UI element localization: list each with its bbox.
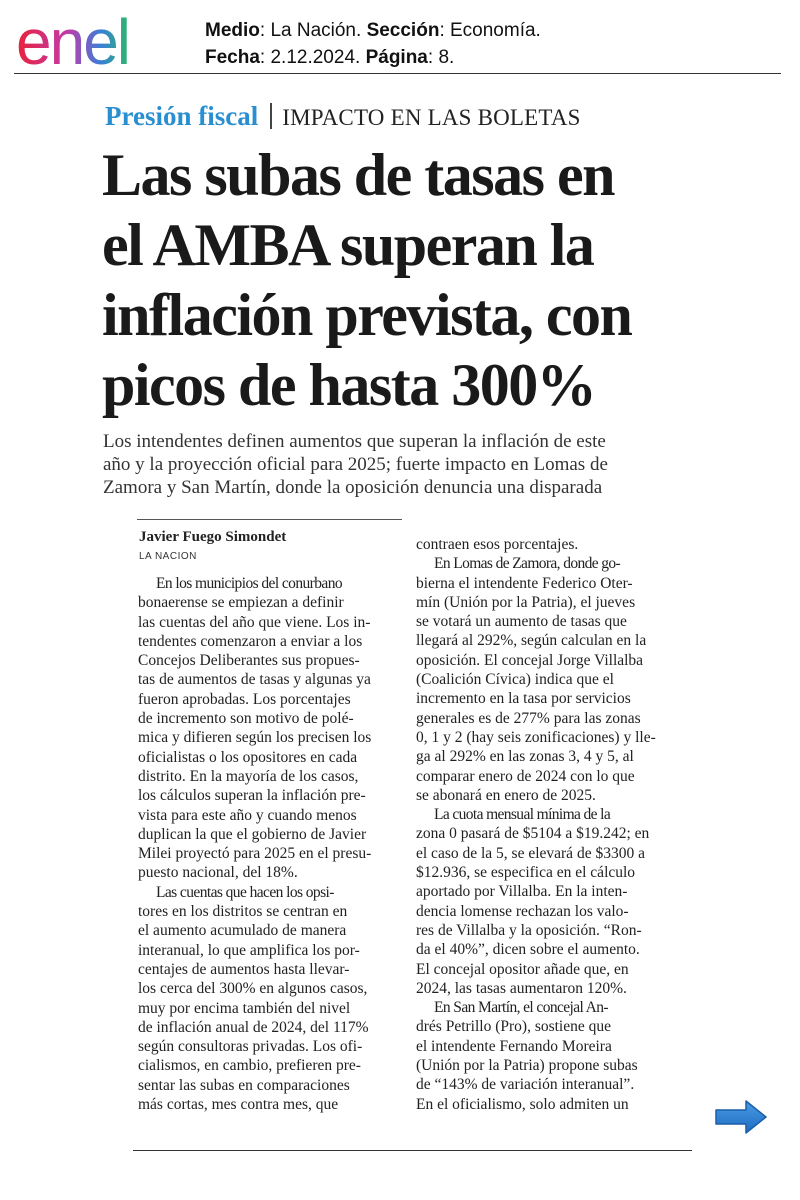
enel-logo — [14, 8, 174, 70]
column-2-line: $12.936, se especifica en el cálculo — [416, 864, 636, 882]
fecha-label: Fecha — [205, 47, 260, 68]
article-kicker — [105, 101, 581, 132]
article-author: Javier Fuego Simondet — [139, 529, 287, 545]
headline-line: el AMBA superan la — [102, 212, 594, 278]
lead-line: Zamora y San Martín, donde la oposición denuncia una disparada — [103, 477, 603, 498]
column-2-line: En Lomas de Zamora, donde go- — [434, 555, 621, 573]
seccion-value: : Economía. — [439, 20, 541, 41]
column-2-line: El concejal opositor añade que, en — [416, 960, 629, 978]
column-2-line: 0, 1 y 2 (hay seis zonificaciones) y lle- — [416, 728, 656, 746]
column-1-line: oficialistas o los opositores en cada — [138, 748, 358, 766]
column-2-line: el intendente Fernando Moreira — [416, 1037, 612, 1055]
column-1-line: tendentes comenzaron a enviar a los — [138, 632, 363, 650]
column-2-line: llegará al 292%, según calculan en la — [416, 632, 647, 650]
column-2-line: incremento en la tasa por servicios — [416, 690, 631, 708]
article-column-1 — [138, 574, 403, 1114]
column-2-line: (Unión por la Patria) propone subas — [416, 1057, 638, 1075]
column-1-line: En los municipios del conurbano — [156, 575, 343, 592]
article-column-2 — [416, 535, 684, 1114]
headline-line: picos de hasta 300% — [102, 352, 596, 418]
column-2-line: se abonará en enero de 2025. — [416, 786, 596, 804]
kicker-separator — [270, 103, 272, 129]
column-2-line: comparar enero de 2024 con lo que — [416, 767, 635, 785]
column-1-line: fueron aprobadas. Los porcentajes — [138, 690, 351, 708]
medio-label: Medio — [205, 20, 260, 41]
pagina-label: Página — [365, 47, 428, 68]
column-1-line: mica y difieren según los precisen los — [138, 729, 372, 747]
article-headline — [102, 140, 742, 420]
column-1-line: vista para este año y cuando menos — [138, 806, 357, 824]
column-1-line: duplican la que el gobierno de Javier — [138, 825, 367, 843]
column-2-line: se votará un aumento de tasas que — [416, 613, 627, 631]
pagina-value: : 8. — [427, 47, 455, 68]
column-2-line: aportado por Villalba. En la inten- — [416, 883, 628, 901]
column-2-line: bierna el intendente Federico Oter- — [416, 574, 633, 592]
column-2-line: oposición. El concejal Jorge Villalba — [416, 651, 644, 669]
column-2-line: dencia lomense rechazan los valo- — [416, 902, 629, 920]
column-2-line: mín (Unión por la Patria), el jueves — [416, 593, 636, 611]
column-1-line: Concejos Deliberantes sus propues- — [138, 652, 360, 670]
column-2-line: drés Petrillo (Pro), sostiene que — [416, 1018, 612, 1036]
footer-divider — [133, 1150, 692, 1151]
column-1-line: de inflación anual de 2024, del 117% — [138, 1018, 369, 1036]
column-1-line: puesto nacional, del 18%. — [138, 864, 298, 882]
column-1-line: Milei proyectó para 2025 en el presu- — [138, 845, 372, 863]
column-2-line: el caso de la 5, se elevará de $3300 a — [416, 844, 645, 862]
column-1-line: cialismos, en cambio, prefieren pre- — [138, 1057, 361, 1075]
column-2-line: da el 40%”, dicen sobre el aumento. — [416, 941, 640, 959]
column-1-line: tas de aumentos de tasas y algunas ya — [138, 671, 371, 689]
column-1-line: según consultoras privadas. Los ofi- — [138, 1038, 363, 1056]
column-1-line: distrito. En la mayoría de los casos, — [138, 767, 359, 785]
column-1-line: los cálculos superan la inflación pre- — [138, 787, 366, 805]
column-2-line: zona 0 pasará de $5104 a $19.242; en — [416, 825, 650, 843]
column-1-line: centajes de aumentos hasta llevar- — [138, 960, 350, 978]
kicker-main: Presión fiscal — [105, 101, 259, 131]
headline-line: inflación prevista, con — [102, 282, 632, 348]
column-2-line: La cuota mensual mínima de la — [434, 806, 611, 824]
fecha-value: : 2.12.2024. — [259, 47, 366, 68]
article-lead — [103, 430, 703, 499]
column-1-line: más cortas, mes contra mes, que — [138, 1096, 339, 1114]
column-2-line: En San Martín, el concejal An- — [434, 999, 608, 1017]
kicker-sub: IMPACTO EN LAS BOLETAS — [282, 105, 581, 130]
document-meta — [205, 17, 541, 71]
column-1-line: de incremento son motivo de polé- — [138, 710, 354, 728]
column-1-line: muy por encima también del nivel — [138, 999, 351, 1017]
svg-text:enel: enel — [16, 8, 129, 70]
column-1-line: bonaerense se empiezan a definir — [138, 594, 344, 612]
article-outlet: LA NACION — [139, 551, 197, 562]
lead-line: Los intendentes definen aumentos que superan la inflación de este — [103, 431, 606, 452]
column-2-line: contraen esos porcentajes. — [416, 536, 579, 553]
column-2-line: generales es de 277% para las zonas — [416, 709, 641, 727]
column-2-line: ga al 292% en las zonas 3, 4 y 5, al — [416, 748, 634, 766]
column-2-line: de “143% de variación interanual”. — [416, 1076, 635, 1094]
column-2-line: (Coalición Cívica) indica que el — [416, 671, 614, 689]
column-1-line: tores en los distritos se centran en — [138, 903, 348, 921]
byline-divider — [137, 519, 402, 520]
seccion-label: Sección — [366, 20, 440, 41]
medio-value: : La Nación. — [259, 20, 367, 41]
headline-line: Las subas de tasas en — [102, 142, 614, 208]
arrow-right-icon[interactable] — [714, 1099, 768, 1135]
column-1-line: las cuentas del año que viene. Los in- — [138, 613, 371, 631]
lead-line: año y la proyección oficial para 2025; fuerte impacto en Lomas de — [103, 454, 608, 475]
column-1-line: interanual, lo que amplifica los por- — [138, 941, 360, 959]
header-divider — [14, 73, 781, 74]
column-2-line: res de Villalba y la oposición. “Ron- — [416, 921, 642, 939]
column-1-line: el aumento acumulado de manera — [138, 922, 347, 940]
column-1-line: sentar las subas en comparaciones — [138, 1076, 350, 1094]
column-1-line: los cerca del 300% en algunos casos, — [138, 980, 368, 998]
column-2-line: 2024, las tasas aumentaron 120%. — [416, 979, 627, 997]
column-2-line: En el oficialismo, solo admiten un — [416, 1095, 629, 1113]
column-1-line: Las cuentas que hacen los opsi- — [156, 883, 334, 901]
